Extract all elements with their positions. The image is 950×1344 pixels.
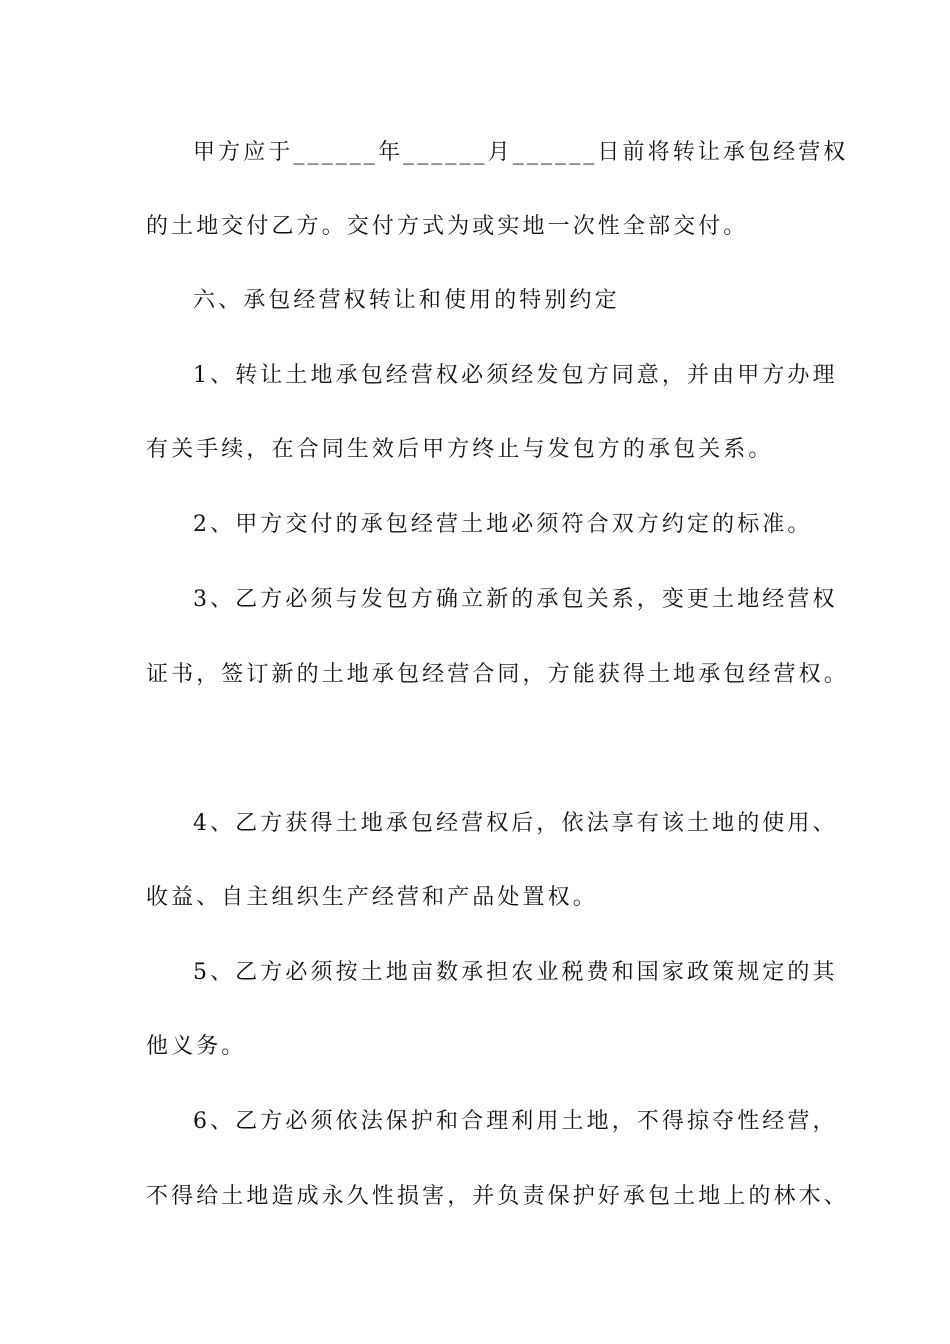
clause-5-line-2: 他义务。 <box>146 1034 247 1059</box>
paragraph-delivery-date-line-1: 甲方应于______年______月______日前将转让承包经营权 <box>193 140 849 165</box>
clause-5-line-1: 5、乙方必须按土地亩数承担农业税费和国家政策规定的其 <box>193 960 838 985</box>
section-heading-special-terms: 六、承包经营权转让和使用的特别约定 <box>193 288 620 313</box>
clause-4-line-2: 收益、自主组织生产经营和产品处置权。 <box>146 885 598 910</box>
clause-1-line-2: 有关手续，在合同生效后甲方终止与发包方的承包关系。 <box>146 437 774 462</box>
clause-6-line-2: 不得给土地造成永久性损害，并负责保护好承包土地上的林木、 <box>146 1184 849 1209</box>
clause-3-line-2: 证书，签订新的土地承包经营合同，方能获得土地承包经营权。 <box>146 662 849 687</box>
clause-3-line-1: 3、乙方必须与发包方确立新的承包关系，变更土地经营权 <box>193 587 838 612</box>
clause-4-line-1: 4、乙方获得土地承包经营权后，依法享有该土地的使用、 <box>193 811 838 836</box>
clause-2-line-1: 2、甲方交付的承包经营土地必须符合双方约定的标准。 <box>193 512 813 537</box>
clause-1-line-1: 1、转让土地承包经营权必须经发包方同意，并由甲方办理 <box>193 363 838 388</box>
clause-6-line-1: 6、乙方必须依法保护和合理利用土地，不得掠夺性经营， <box>193 1109 838 1134</box>
paragraph-delivery-date-line-2: 的土地交付乙方。交付方式为或实地一次性全部交付。 <box>146 214 749 239</box>
